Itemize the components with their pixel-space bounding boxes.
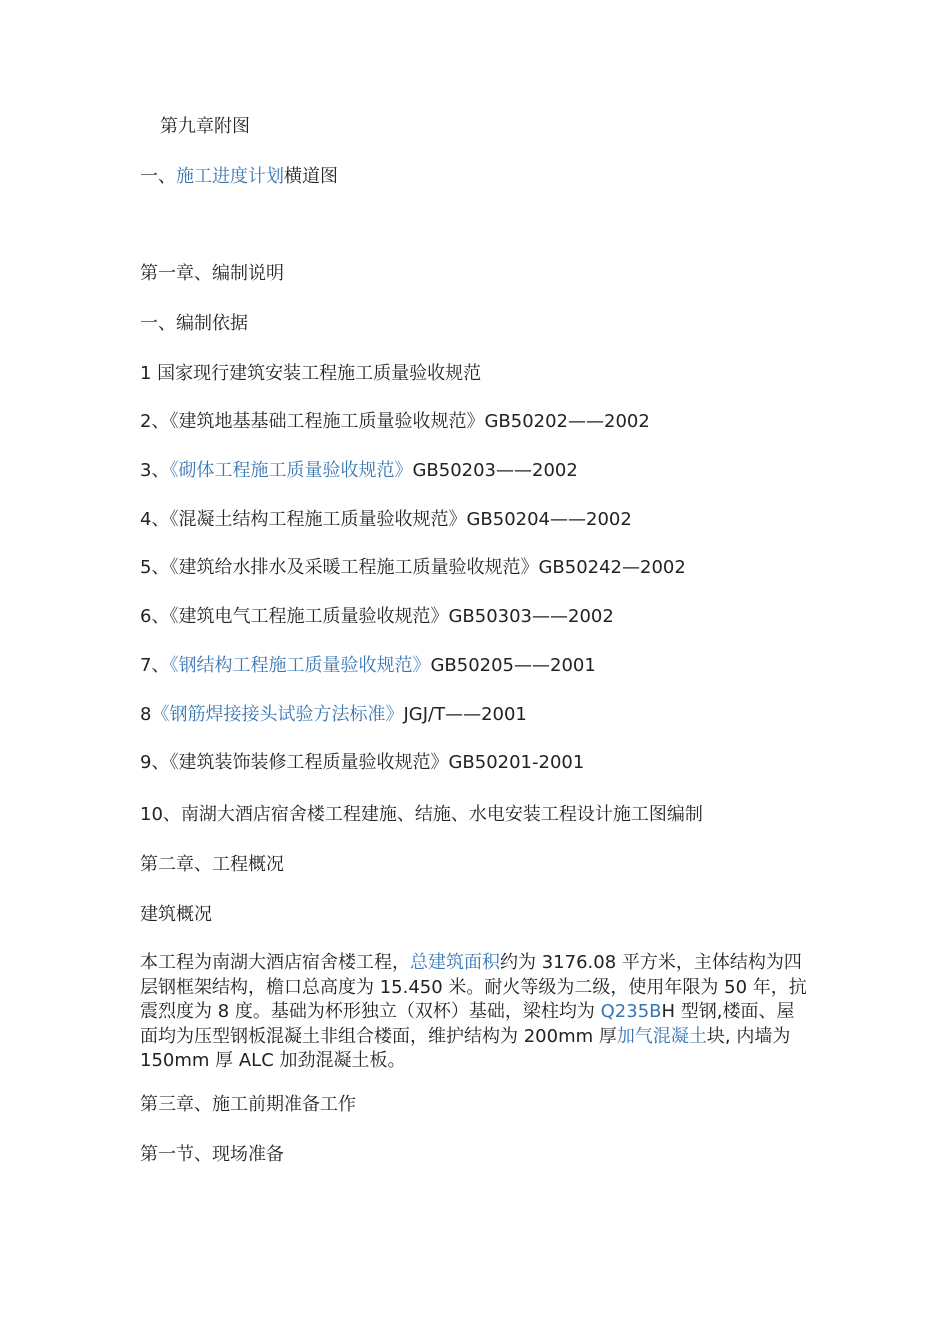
para-part-7: 块, 内墙为 150mm 厚 ALC 加劲混凝土板。 <box>140 1025 791 1071</box>
chapter-1-heading <box>140 262 284 286</box>
chapter-1-text: 第一章、编制说明 <box>140 263 284 284</box>
para-part-3: 约为 3176.08 平方米，主体结构为四层钢框架结构，檐口总高度为 15.450 米。耐火等级为二级，使用年限为 50 年，抗震烈度为 8 度。基础为杯形独立（双杯）基础，梁柱均为 <box>140 952 807 1022</box>
schedule-link[interactable]: 施工进度计划 <box>176 166 284 187</box>
basis-item-8-num: 8 <box>140 704 152 725</box>
basis-item-10-text: 10、南湖大酒店宿舍楼工程建施、结施、水电安装工程设计施工图编制 <box>140 804 703 825</box>
basis-item-10 <box>140 803 703 827</box>
masonry-spec-link[interactable]: 《砌体工程施工质量验收规范》 <box>169 460 413 481</box>
basis-item-7 <box>140 654 596 678</box>
aerated-concrete-link[interactable]: 加气混凝土 <box>616 1025 707 1047</box>
basis-item-2 <box>140 410 650 434</box>
item-suffix: 横道图 <box>284 166 338 187</box>
basis-item-3-code: GB50203——2002 <box>412 460 578 481</box>
basis-item-9 <box>140 751 584 775</box>
q235b-link[interactable]: Q235B <box>600 1001 662 1022</box>
basis-item-5-text: 5、《建筑给水排水及采暖工程施工质量验收规范》GB50242—2002 <box>140 557 686 578</box>
chapter-2-text: 第二章、工程概况 <box>140 854 284 875</box>
floor-area-link[interactable]: 总建筑面积 <box>410 952 500 973</box>
chapter-3-heading <box>140 1093 356 1117</box>
basis-heading <box>140 312 248 336</box>
basis-item-3 <box>140 459 578 483</box>
chapter-3-text: 第三章、施工前期准备工作 <box>140 1094 356 1115</box>
building-overview-heading <box>140 903 212 927</box>
basis-item-6 <box>140 605 614 629</box>
basis-item-1-text: 1 国家现行建筑安装工程施工质量验收规范 <box>140 363 482 384</box>
basis-item-5 <box>140 556 686 580</box>
appendix-heading-text: 第九章附图 <box>160 116 250 137</box>
basis-item-8-code: JGJ/T——2001 <box>403 704 527 725</box>
basis-item-7-code: GB50205——2001 <box>430 655 596 676</box>
chapter-2-heading <box>140 853 284 877</box>
para-part-5: H 型钢,楼面、屋面均为压型钢板混凝土非组合楼面，维护结构为 200mm 厚 <box>140 1001 795 1047</box>
steel-spec-link[interactable]: 《钢结构工程施工质量验收规范》 <box>169 655 431 676</box>
basis-item-1 <box>140 362 481 386</box>
basis-item-4-text: 4、《混凝土结构工程施工质量验收规范》GB50204——2002 <box>140 509 632 530</box>
basis-item-9-text: 9、《建筑装饰装修工程质量验收规范》GB50201-2001 <box>140 752 585 773</box>
appendix-heading <box>160 115 250 139</box>
section-1-heading <box>140 1143 284 1167</box>
para-part-1: 本工程为南湖大酒店宿舍楼工程， <box>140 952 410 973</box>
item-prefix: 一、 <box>140 166 176 187</box>
basis-item-6-text: 6、《建筑电气工程施工质量验收规范》GB50303——2002 <box>140 606 614 627</box>
basis-item-3-num: 3、 <box>140 460 170 481</box>
overview-paragraph <box>140 951 812 1074</box>
building-overview-text: 建筑概况 <box>140 904 212 925</box>
basis-item-7-num: 7、 <box>140 655 170 676</box>
section-1-text: 第一节、现场准备 <box>140 1144 284 1165</box>
appendix-item <box>140 165 338 189</box>
basis-item-2-text: 2、《建筑地基基础工程施工质量验收规范》GB50202——2002 <box>140 411 650 432</box>
basis-item-8 <box>140 703 527 727</box>
basis-item-4 <box>140 508 632 532</box>
basis-heading-text: 一、编制依据 <box>140 313 248 334</box>
weld-test-standard-link[interactable]: 《钢筋焊接接头试验方法标准》 <box>151 704 404 725</box>
